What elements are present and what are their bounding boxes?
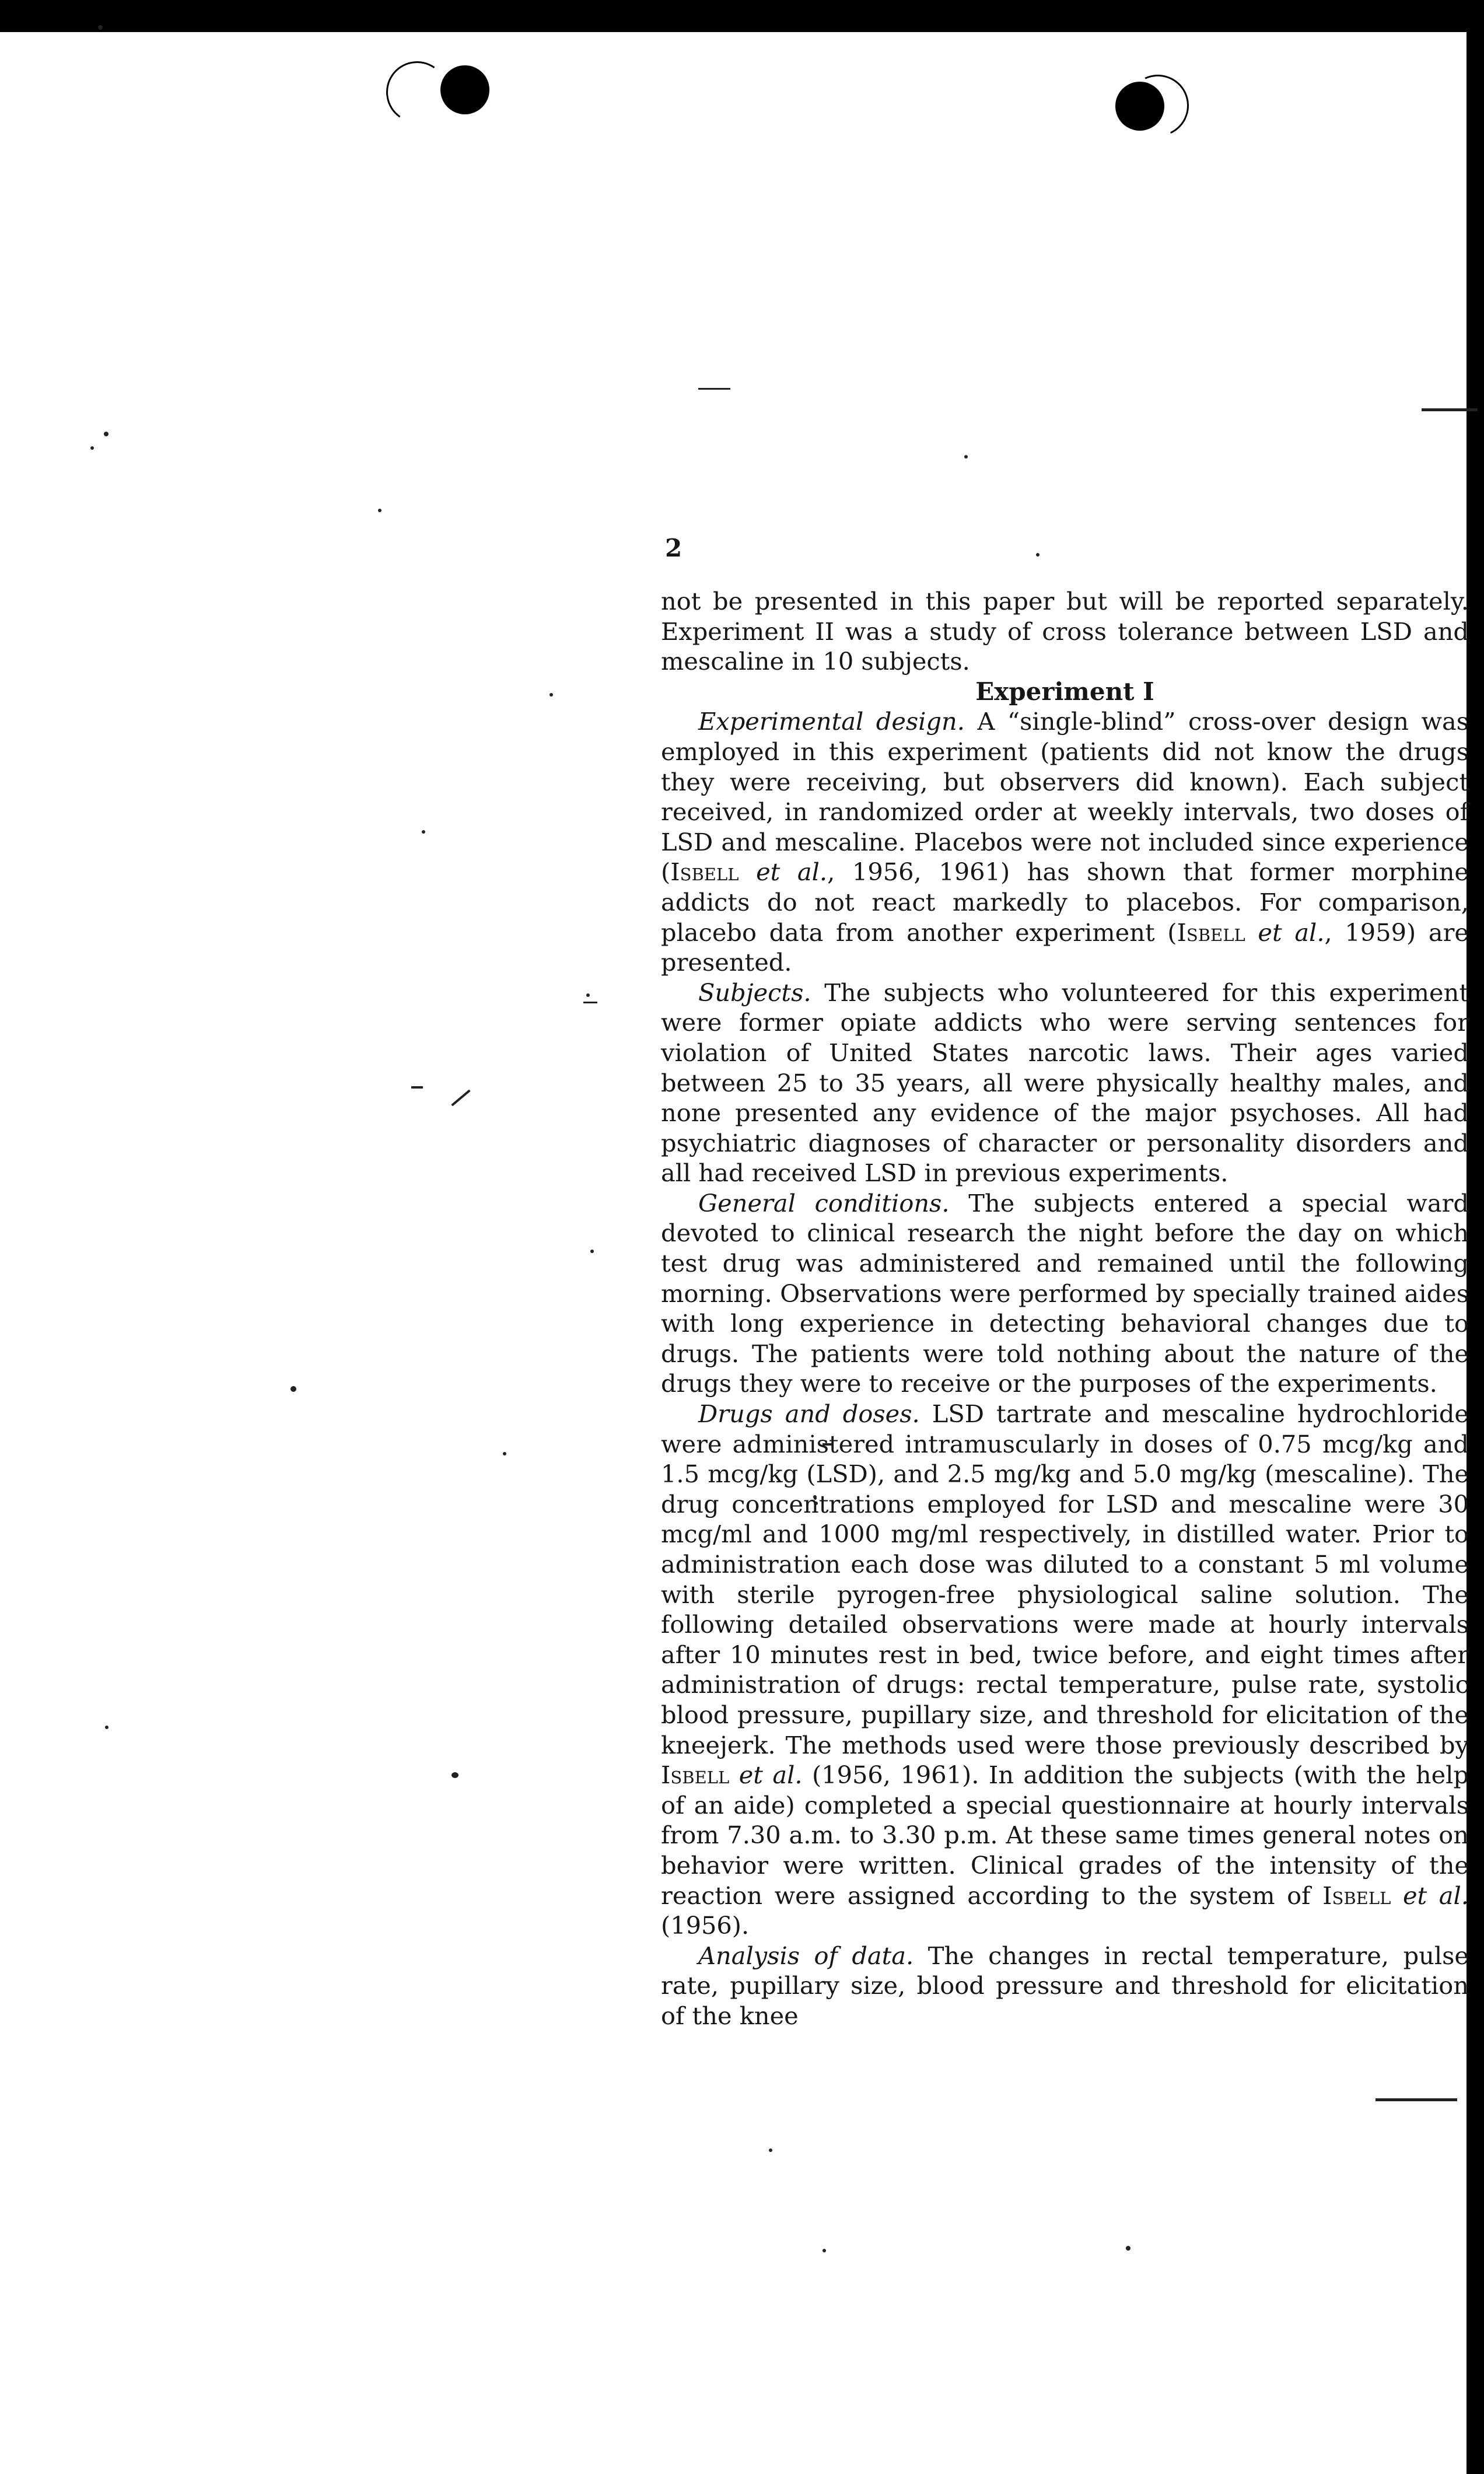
scan-speck bbox=[964, 455, 968, 459]
citation-etal: et al. bbox=[738, 858, 828, 887]
paragraph-text: A “single-blind” cross-over design was employed in this experiment (patients did not know the drugs they were receiving, but observers did known). Each subject received, in randomized order at weekly intervals, two doses of LSD and mescaline. Placebos were not included since experience ( bbox=[661, 707, 1469, 887]
scan-mark bbox=[1376, 2098, 1457, 2101]
paragraph-experimental-design bbox=[661, 706, 1469, 977]
scan-speck bbox=[1036, 553, 1040, 557]
scan-border-top bbox=[0, 0, 1484, 32]
scan-speck bbox=[590, 1250, 594, 1253]
paragraph-text: The changes in rectal temperature, pulse rate, pupillary size, blood pressure and threshold for elicitation of the knee bbox=[661, 1941, 1469, 2030]
citation-author: Isbell bbox=[670, 858, 739, 887]
paragraph-text: LSD tartrate and mescaline hydrochloride were administered intramuscularly in doses of 0.75 mcg/kg and 1.5 mcg/kg (LSD), and 2.5 mg/kg and 5.0 mg/kg (mescaline). The drug concentrations employed for LSD and mescaline were 30 mcg/ml and 1000 mg/ml respectively, in distilled water. Prior to administration each dose was diluted to a constant 5 ml volume with sterile pyrogen-free physiological saline solution. The following detailed observations were made at hourly intervals after 10 minutes rest in bed, twice before, and eight times after administration of drugs: rectal temperature, pulse rate, systolic blood pressure, pupillary size, and threshold for elicitation of the kneejerk. The methods used were those previously described by bbox=[661, 1399, 1469, 1759]
run-in-heading: Subjects. bbox=[698, 978, 811, 1007]
run-in-heading: General conditions. bbox=[698, 1188, 950, 1217]
scan-speck bbox=[90, 446, 94, 450]
scan-border-right bbox=[1466, 0, 1484, 2474]
intro-paragraph: not be presented in this paper but will be reported separately. Experiment II was a study of cross tolerance between LSD and mescaline in 10 subjects. bbox=[661, 587, 1469, 676]
scan-speck bbox=[822, 2249, 826, 2252]
scan-speck bbox=[769, 2148, 772, 2152]
scan-mark bbox=[583, 1002, 597, 1003]
citation-etal: et al. bbox=[1391, 1881, 1469, 1910]
citation-author: Isbell bbox=[1177, 918, 1245, 947]
paragraph-text: , 1959) are presented. bbox=[661, 918, 1469, 977]
punch-hole-arc-right bbox=[1118, 66, 1198, 145]
scan-speck bbox=[452, 1772, 459, 1778]
paragraph-analysis-of-data bbox=[661, 1941, 1469, 2031]
scan-speck bbox=[378, 509, 382, 512]
paragraph-subjects bbox=[661, 978, 1469, 1188]
scan-speck bbox=[550, 693, 553, 697]
scan-speck bbox=[586, 993, 590, 997]
run-in-heading: Experimental design. bbox=[698, 707, 965, 736]
scan-speck bbox=[104, 432, 108, 436]
scan-mark bbox=[411, 1086, 423, 1089]
section-heading: Experiment I bbox=[975, 677, 1154, 706]
paragraph-text: , 1956, 1961) has shown that former morphine addicts do not react markedly to placebos. For comparison, placebo data from another experiment ( bbox=[661, 858, 1469, 947]
page-number: 2 bbox=[665, 534, 682, 562]
paragraph-general-conditions bbox=[661, 1188, 1469, 1399]
body-text bbox=[661, 586, 1469, 2031]
paragraph-text: (1956). bbox=[661, 1911, 750, 1940]
scan-speck bbox=[105, 1726, 108, 1729]
scan-mark bbox=[1422, 408, 1478, 411]
paragraph-text: The subjects entered a special ward devoted to clinical research the night before the day on which test drug was administered and remained until the following morning. Observations were performed by specially trained aides with long experience in detecting behavioral changes due to drugs. The patients were told nothing about the nature of the drugs they were to receive or the purposes of the experiments. bbox=[661, 1188, 1469, 1398]
punch-hole-arc-left bbox=[382, 57, 453, 128]
scan-mark bbox=[698, 388, 730, 390]
citation-etal: et al. bbox=[1245, 918, 1325, 947]
scan-speck bbox=[290, 1386, 296, 1392]
scan-speck bbox=[503, 1452, 506, 1455]
citation-author: Isbell bbox=[1322, 1881, 1391, 1910]
scan-speck bbox=[1126, 2246, 1130, 2251]
paragraph-text: (1956, 1961). In addition the subjects (with the help of an aide) completed a special questionnaire at hourly intervals from 7.30 a.m. to 3.30 p.m. At these same times general notes on behavior were written. Clinical grades of the intensity of the reaction were assigned according to the system of bbox=[661, 1761, 1469, 1910]
paragraph-text: The subjects who volunteered for this experiment were former opiate addicts who were serving sentences for violation of United States narcotic laws. Their ages varied between 25 to 35 years, all were physically healthy males, and none presented any evidence of the major psychoses. All had psychiatric diagnoses of character or personality disorders and all had received LSD in previous experiments. bbox=[661, 978, 1469, 1188]
citation-author: Isbell bbox=[661, 1761, 730, 1790]
run-in-heading: Analysis of data. bbox=[698, 1941, 914, 1970]
scan-mark bbox=[451, 1090, 470, 1107]
run-in-heading: Drugs and doses. bbox=[698, 1399, 920, 1429]
scan-speck bbox=[422, 830, 425, 834]
scan-speck bbox=[98, 25, 103, 30]
paragraph-drugs-and-doses bbox=[661, 1399, 1469, 1941]
citation-etal: et al. bbox=[729, 1761, 803, 1790]
